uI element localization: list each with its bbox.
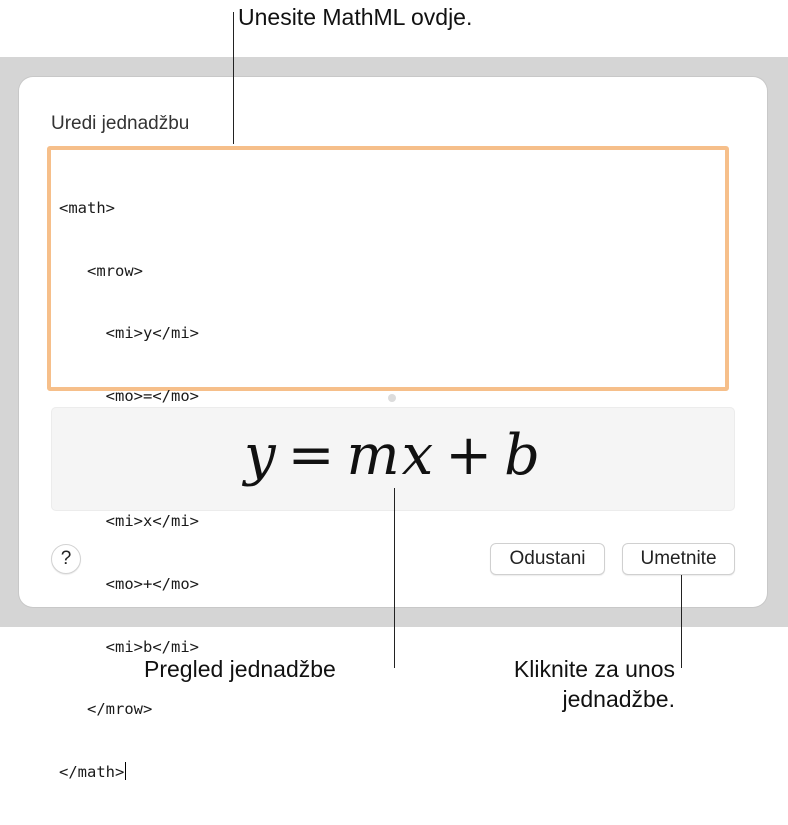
leader-line-preview [394,488,395,668]
preview-equation [51,421,735,491]
callout-insert [445,654,675,714]
cancel-button[interactable]: Odustani [490,543,605,575]
code-line-last [59,762,717,783]
code-line: <math> [59,198,115,217]
eq-equals: = [287,423,337,488]
eq-y: y [243,423,278,488]
code-line: </mrow> [59,700,153,719]
code-line: <mrow> [59,261,143,280]
eq-b: b [504,423,543,488]
leader-line-insert [681,575,682,668]
dialog-title: Uredi jednadžbu [51,113,190,134]
eq-plus: + [445,423,495,488]
code-line: </math> [59,763,125,782]
callout-insert-line1: Kliknite za unos [513,656,675,682]
eq-m: m [346,423,402,488]
resize-handle[interactable] [388,394,396,402]
leader-line-mathml [233,12,234,144]
insert-button[interactable]: Umetnite [622,543,735,575]
callout-preview: Pregled jednadžbe [144,656,336,682]
code-line: <mi>x</mi> [59,512,199,531]
code-line: <mo>=</mo> [59,386,199,405]
callout-insert-line2: jednadžbe. [562,686,675,712]
code-line: <mi>y</mi> [59,324,199,343]
code-line: <mi>b</mi> [59,637,199,656]
help-button[interactable]: ? [51,544,81,574]
code-line: <mo>+</mo> [59,575,199,594]
equation-preview [51,407,735,511]
eq-x: x [401,423,436,488]
callout-mathml-input: Unesite MathML ovdje. [238,4,473,30]
text-caret [125,762,126,780]
